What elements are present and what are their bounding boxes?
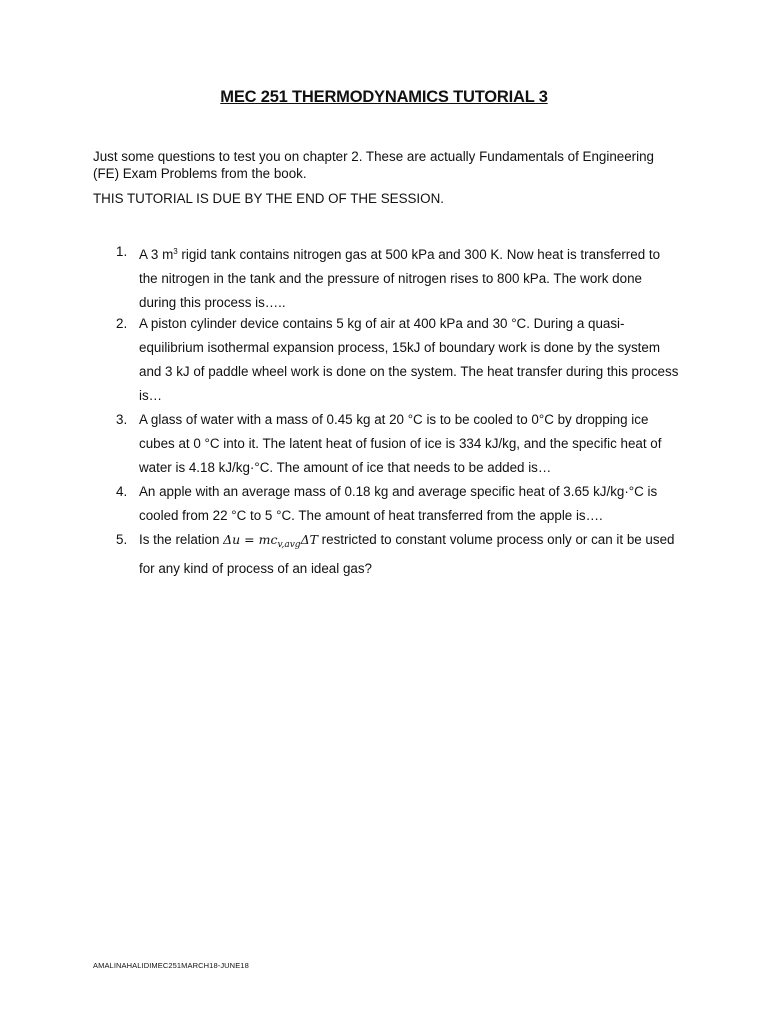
footer-text: AMALINAHALIDIMEC251MARCH18-JUNE18 (93, 961, 249, 970)
document-title: MEC 251 THERMODYNAMICS TUTORIAL 3 (220, 88, 548, 106)
question-item (0, 240, 768, 312)
question-number: 2. (116, 316, 128, 331)
question-item (0, 408, 768, 480)
question-text: An apple with an average mass of 0.18 kg and average specific heat of 3.65 kJ/kg·°C is cooled from 22 °C to 5 °C. The amount of heat transferred from the apple is…. (139, 484, 658, 523)
superscript: 3 (173, 247, 178, 256)
question-text: Is the relation $\Delta u = mc_{v,avg}\Delta T$ restricted to constant volume process only or can it be used for any kind of process of an ideal gas? (139, 532, 675, 576)
question-number: 3. (116, 412, 128, 427)
question-item (0, 528, 768, 576)
question-item (0, 312, 768, 408)
intro-paragraph: Just some questions to test you on chapter 2. These are actually Fundamentals of Engineering (FE) Exam Problems from the book. (93, 149, 655, 181)
due-notice: THIS TUTORIAL IS DUE BY THE END OF THE SESSION. (93, 191, 444, 206)
question-number: 4. (116, 484, 128, 499)
question-text: A 3 $m^3$ rigid tank contains nitrogen gas at 500 kPa and 300 K. Now heat is transferred to the nitrogen in the tank and the pressure of nitrogen rises to 800 kPa. The work done during this process is….. (139, 247, 661, 310)
question-number: 1. (116, 244, 128, 259)
question-text: A glass of water with a mass of 0.45 kg at 20 °C is to be cooled to 0°C by dropping ice cubes at 0 °C into it. The latent heat of fusion of ice is 334 kJ/kg, and the specific heat of water is 4.18 kJ/kg·°C. The amount of ice that needs to be added is… (139, 412, 662, 475)
question-item (0, 480, 768, 528)
equation: $\Delta u = mc_{v,avg}\Delta T$ (223, 532, 318, 550)
question-number: 5. (116, 532, 128, 547)
question-text: A piston cylinder device contains 5 kg of air at 400 kPa and 30 °C. During a quasi-equilibrium isothermal expansion process, 15kJ of boundary work is done by the system and 3 kJ of paddle wheel work is done on the system. The heat transfer during this process is… (139, 316, 679, 403)
question-list (0, 240, 768, 576)
